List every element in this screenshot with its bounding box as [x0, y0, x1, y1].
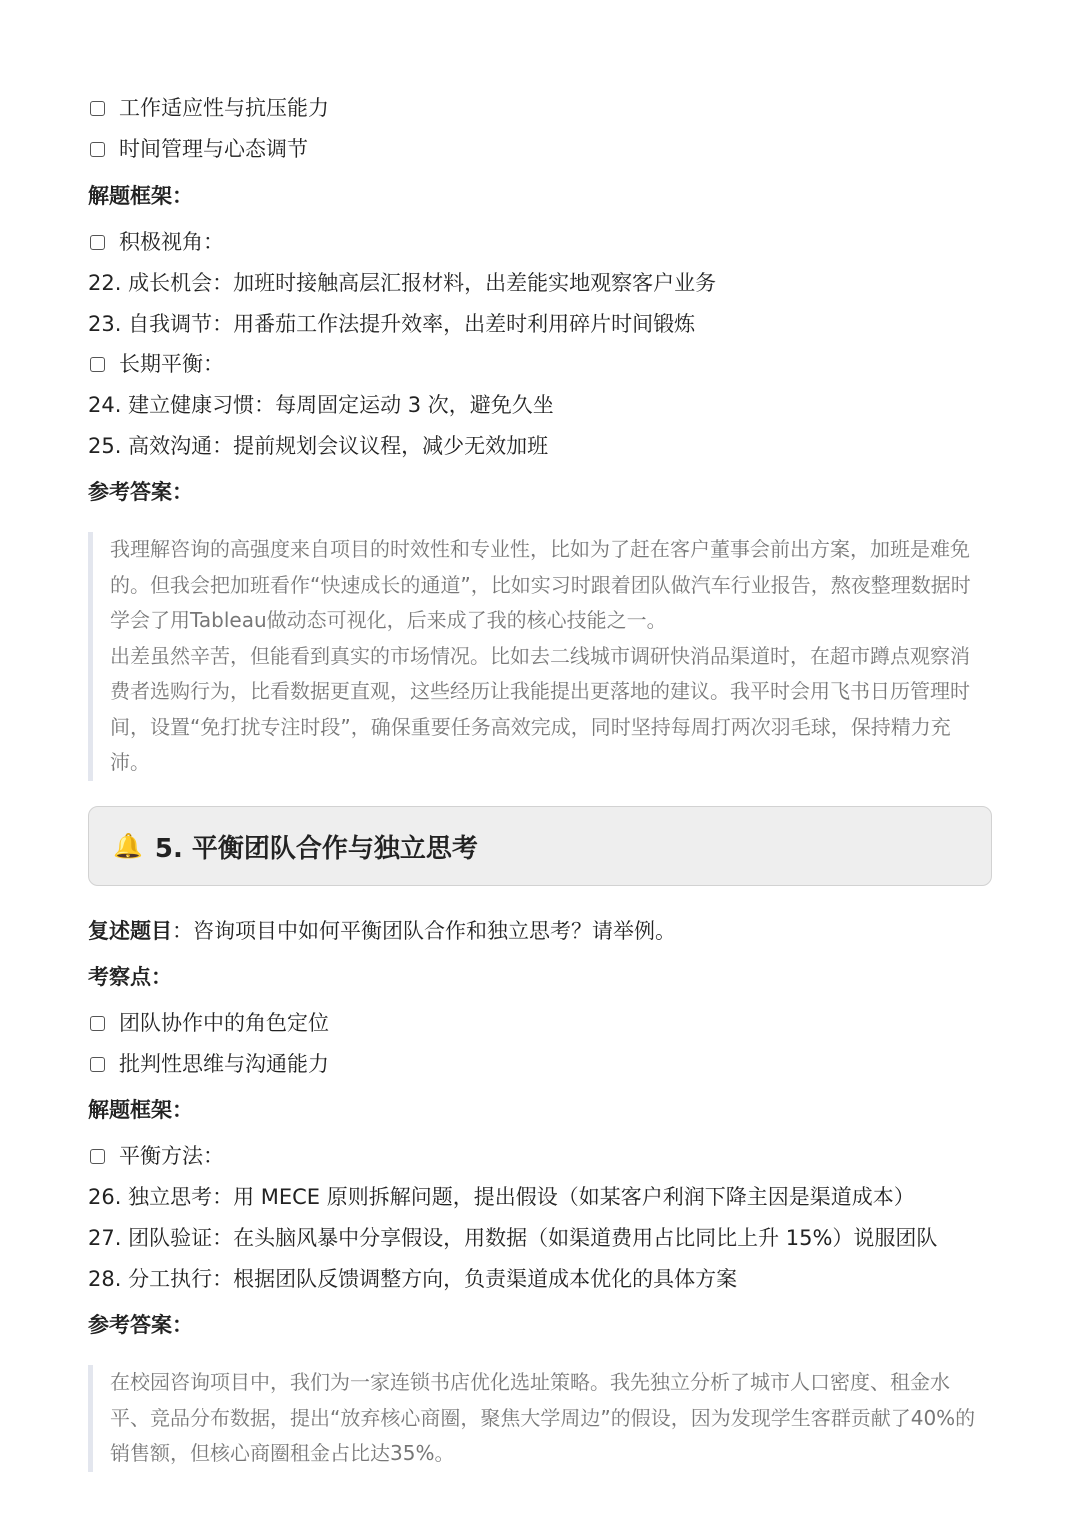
checklist-item[interactable]	[88, 88, 329, 128]
bell-icon: 🔔	[113, 832, 143, 860]
checkbox[interactable]	[90, 357, 105, 372]
checklist-item-label: 批判性思维与沟通能力	[119, 1052, 329, 1076]
restate-label: 复述题目	[88, 919, 172, 943]
numbered-item: 25. 高效沟通：提前规划会议议程，减少无效加班	[88, 434, 549, 458]
checkbox[interactable]	[90, 235, 105, 250]
checkbox[interactable]	[90, 101, 105, 116]
numbered-item: 27. 团队验证：在头脑风暴中分享假设，用数据（如渠道费用占比同比上升 15%）说服团队	[88, 1226, 938, 1250]
numbered-item: 26. 独立思考：用 MECE 原则拆解问题，提出假设（如某客户利润下降主因是渠道成本）	[88, 1185, 915, 1209]
answer-paragraph: 出差虽然辛苦，但能看到真实的市场情况。比如去二线城市调研快消品渠道时，在超市蹲点观察消费者选购行为，比看数据更直观，这些经历让我能提出更落地的建议。我平时会用飞书日历管理时间，设置“免打扰专注时段”，确保重要任务高效完成，同时坚持每周打两次羽毛球，保持精力充沛。	[110, 643, 970, 774]
numbered-item: 23. 自我调节：用番茄工作法提升效率，出差时利用碎片时间锻炼	[88, 312, 696, 336]
checklist-item-label: 团队协作中的角色定位	[119, 1011, 329, 1035]
restate-text: ：咨询项目中如何平衡团队合作和独立思考？请举例。	[172, 919, 676, 943]
checkbox[interactable]	[90, 1016, 105, 1031]
answer-blockquote	[88, 1365, 992, 1472]
numbered-item: 22. 成长机会：加班时接触高层汇报材料，出差能实地观察客户业务	[88, 271, 717, 295]
numbered-item: 24. 建立健康习惯：每周固定运动 3 次，避免久坐	[88, 393, 554, 417]
checkbox[interactable]	[90, 142, 105, 157]
framework-heading: 解题框架：	[88, 1098, 193, 1122]
answer-heading: 参考答案：	[88, 1313, 193, 1337]
section-callout	[88, 806, 992, 886]
answer-paragraph: 在校园咨询项目中，我们为一家连锁书店优化选址策略。我先独立分析了城市人口密度、租金水平、竞品分布数据，提出“放弃核心商圈，聚焦大学周边”的假设，因为发现学生客群贡献了40%的销售额，但核心商圈租金占比达35%。	[110, 1370, 976, 1465]
checkbox[interactable]	[90, 1057, 105, 1072]
section-title: 5. 平衡团队合作与独立思考	[154, 833, 478, 864]
checklist-item[interactable]	[88, 222, 224, 262]
checklist-item-label: 工作适应性与抗压能力	[119, 96, 329, 120]
restate-line	[88, 911, 676, 951]
checklist-item-label: 积极视角：	[119, 230, 224, 254]
answer-paragraph: 我理解咨询的高强度来自项目的时效性和专业性，比如为了赶在客户董事会前出方案，加班是难免的。但我会把加班看作“快速成长的通道”，比如实习时跟着团队做汽车行业报告，熬夜整理数据时学会了用Tableau做动态可视化，后来成了我的核心技能之一。	[110, 537, 971, 632]
checklist-item[interactable]	[88, 1044, 329, 1084]
answer-blockquote	[88, 532, 992, 781]
checklist-item-label: 时间管理与心态调节	[119, 137, 308, 161]
framework-heading: 解题框架：	[88, 184, 193, 208]
answer-heading: 参考答案：	[88, 480, 193, 504]
checklist-item[interactable]	[88, 1003, 329, 1043]
numbered-item: 28. 分工执行：根据团队反馈调整方向，负责渠道成本优化的具体方案	[88, 1267, 738, 1291]
checkbox[interactable]	[90, 1149, 105, 1164]
checklist-item-label: 长期平衡：	[119, 352, 224, 376]
checklist-item[interactable]	[88, 129, 308, 169]
checklist-item[interactable]	[88, 1136, 224, 1176]
checklist-item-label: 平衡方法：	[119, 1144, 224, 1168]
checklist-item[interactable]	[88, 344, 224, 384]
points-heading: 考察点：	[88, 965, 172, 989]
